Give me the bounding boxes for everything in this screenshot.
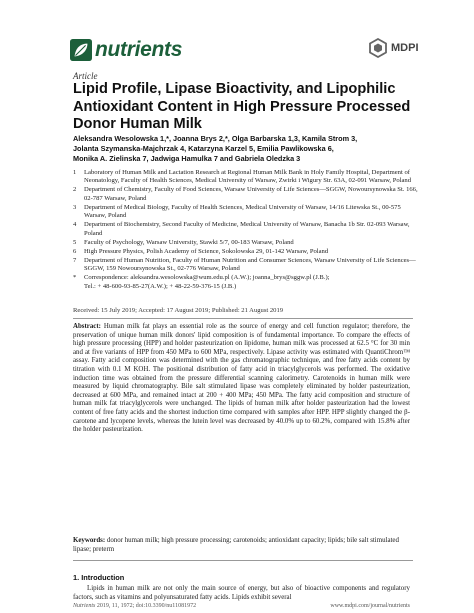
section-heading: 1. Introduction [73, 573, 125, 582]
keywords-text: donor human milk; high pressure processing; carotenoids; antioxidant capacity; lipids; bile salt stimulated lipase; preterm [73, 537, 399, 553]
affiliation-item: 2 Department of Chemistry, Faculty of Food Sciences, Warsaw University of Life Sciences—SGGW, Nowoursynowska St. 166, 02-787 Warsaw, Poland [73, 186, 418, 202]
affiliation-item: 4 Department of Biochemistry, Second Faculty of Medicine, Medical University of Warsaw, Banacha 1b Str. 02-093 Warsaw, Poland [73, 221, 410, 237]
journal-name: nutrients [95, 38, 183, 61]
page-footer [73, 603, 410, 609]
publisher-name: MDPI [391, 42, 419, 54]
affiliation-item: 5 Faculty of Psychology, Warsaw University, Stawki 5/7, 00-183 Warsaw, Poland [73, 238, 294, 246]
keywords-label: Keywords: [73, 537, 106, 544]
affiliation-item: 1 Laboratory of Human Milk and Lactation Research at Regional Human Milk Bank in Holy Family Hospital, Department of Neonatology, Faculty of Health Sciences, Medical University of Warsaw, Zwirki i Wigury Str. 63A, 02-091 Warsaw, Poland [73, 169, 412, 185]
affiliation-item: 6 High Pressure Physics, Polish Academy of Science, Sokolowska 29, 01-142 Warsaw, Poland [73, 247, 329, 255]
divider [73, 318, 413, 319]
affiliation-item: 7 Department of Human Nutrition, Faculty of Human Nutrition and Consumer Sciences, Warsaw University of Life Sciences—SGGW, 159 Nowoursynowska St., 02-776 Warsaw, Poland [73, 256, 416, 273]
correspondence-email[interactable]: * Correspondence: aleksandra.wesolowska@wum.edu.pl (A.W.); joanna_brys@sggw.pl (J.B.); [73, 274, 330, 282]
leaf-logo-icon [70, 39, 92, 61]
publication-dates: Received: 15 July 2019; Accepted: 17 August 2019; Published: 21 August 2019 [73, 307, 284, 314]
divider [73, 560, 413, 561]
introduction-text: Lipids in human milk are not only the main source of energy, but also of bioactive components and regulatory factors, such as vitamins and polyunsaturated fatty acids. Lipids exhibit several [73, 585, 410, 601]
abstract [73, 323, 410, 435]
author-line: Jolanta Szymanska-Majchrzak 4, Katarzyna Karzel 5, Emilia Pawlikowska 6, [73, 144, 334, 153]
citation: Nutrients 2019, 11, 1972; doi:10.3390/nu11081972 [73, 603, 197, 609]
article-type: Article [73, 71, 98, 81]
keywords [73, 537, 410, 554]
abstract-label: Abstract: [73, 323, 101, 330]
correspondence-phone: Tel.: + 48-600-93-85-27(A.W.); + 48-22-59-376-15 (J.B.) [84, 283, 237, 291]
article-title: Lipid Profile, Lipase Bioactivity, and Lipophilic Antioxidant Content in High Pressure Processed Donor Human Milk [73, 81, 411, 132]
journal-logo[interactable] [70, 38, 182, 62]
publisher-logo[interactable] [368, 38, 419, 58]
author-line: Monika A. Zielinska 7, Jadwiga Hamulka 7 and Gabriela Oledzka 3 [73, 154, 301, 163]
author-list [73, 134, 413, 164]
affiliation-list [73, 169, 423, 292]
affiliation-item: 3 Department of Medical Biology, Faculty of Health Sciences, Medical University of Warsaw, 14/16 Litewska St., 00-575 Warsaw, Poland [73, 203, 401, 220]
mdpi-logo-icon [368, 38, 388, 58]
author-line: Aleksandra Wesolowska 1,*, Joanna Brys 2,*, Olga Barbarska 1,3, Kamila Strom 3, [73, 134, 358, 143]
abstract-text: Human milk fat plays an essential role as the source of energy and cell function regulator; therefore, the preservation of unique human milk donors' lipid composition is of fundamental importance. To compare the effects of high pressure processing (HPP) and holder pasteurization on lipidome, human milk was processed at 62.5 °C for 30 min and at five variants of HPP from 450 MPa to 600 MPa, respectively. Lipase activity was estimated with QuantiChrom™ assay. Fatty acid composition was determined with the gas chromatographic technique, and free fatty acids content by titration with 0.1 M KOH. The positional distribution of fatty acid in triacylglycerols was performed. The oxidative induction time was obtained from the pressure differential scanning calorimetry. Carotenoids in human milk were measured by liquid chromatography. Bile salt stimulated lipase was completely eliminated by holder pasteurization, decreased at 600 MPa, and remained intact at 200 + 400 MPa; 450 MPa. The fatty acid composition and structure of human milk fat triacylglycerols were unchanged. The lipids of human milk after holder pasteurization had the lowest content of free fatty acids and the shortest induction time compared with samples after HPP. HPP slightly changed the β-carotene and lycopene levels, whereas the lutein level was decreased by 40.0% up to 60.2%, compared with 15.8% after the holder pasteurization. [73, 323, 410, 434]
journal-url-link[interactable]: www.mdpi.com/journal/nutrients [330, 603, 410, 609]
